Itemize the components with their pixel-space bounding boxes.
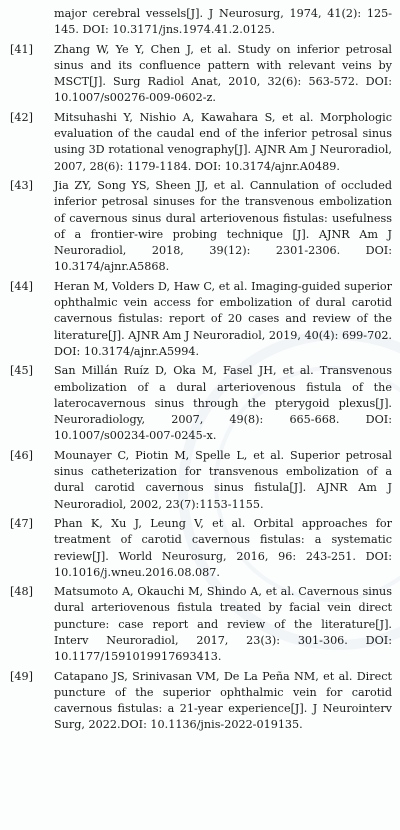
reference-text: Matsumoto A, Okauchi M, Shindo A, et al. Cavernous sinus dural arteriovenous fistula treated by facial vein direct puncture: case report and review of the literature[J]. Interv Neuroradiol, 2017, 23(3): 301-306. DOI: 10.1177/1591019917693413.: [54, 585, 392, 664]
reference-42: [10, 110, 392, 175]
reference-number: [41]: [10, 42, 33, 56]
reference-49: [10, 669, 392, 734]
reference-number: [45]: [10, 364, 33, 378]
reference-48: [10, 584, 392, 665]
reference-text: Heran M, Volders D, Haw C, et al. Imaging-guided superior ophthalmic vein access for embolization of dural carotid cavernous fistulas: report of 20 cases and review of the literature[J]. AJNR Am J Neuroradiol, 2019, 40(4): 699-702. DOI: 10.3174/ajnr.A5994.: [54, 279, 392, 358]
reference-number: [48]: [10, 585, 33, 599]
reference-text: Mounayer C, Piotin M, Spelle L, et al. Superior petrosal sinus catheterization for transvenous embolization of a dural carotid cavernous sinus fistula[J]. AJNR Am J Neuroradiol, 2002, 23(7):1153-1155.: [54, 448, 392, 511]
reference-number: [46]: [10, 448, 33, 462]
reference-41: [10, 42, 392, 107]
reference-text: Zhang W, Ye Y, Chen J, et al. Study on inferior petrosal sinus and its confluence pattern with relevant veins by MSCT[J]. Surg Radiol Anat, 2010, 32(6): 563-572. DOI: 10.1007/s00276-009-0602-z.: [54, 42, 392, 105]
reference-text: Jia ZY, Song YS, Sheen JJ, et al. Cannulation of occluded inferior petrosal sinuses for the transvenous embolization of cavernous sinus dural arteriovenous fistulas: usefulness of a frontier-wire probing technique [J]. AJNR Am J Neuroradiol, 2018, 39(12): 2301-2306. DOI: 10.3174/ajnr.A5868.: [54, 178, 392, 274]
reference-text: Catapano JS, Srinivasan VM, De La Peña NM, et al. Direct puncture of the superior ophthalmic vein for carotid cavernous fistulas: a 21-year experience[J]. J Neurointerv Surg, 2022.DOI: 10.1136/jnis-2022-019135.: [54, 669, 392, 732]
reference-44: [10, 279, 392, 360]
reference-text: Phan K, Xu J, Leung V, et al. Orbital approaches for treatment of carotid cavernous fistulas: a systematic review[J]. World Neurosurg, 2016, 96: 243-251. DOI: 10.1016/j.wneu.2016.08.087.: [54, 516, 392, 579]
reference-46: [10, 448, 392, 513]
reference-43: [10, 178, 392, 276]
reference-text: San Millán Ruíz D, Oka M, Fasel JH, et al. Transvenous embolization of a dural arteriovenous fistula of the laterocavernous sinus through the pterygoid plexus[J]. Neuroradiology, 2007, 49(8): 665-668. DOI: 10.1007/s00234-007-0245-x.: [54, 364, 392, 443]
reference-text: major cerebral vessels[J]. J Neurosurg, 1974, 41(2): 125-145. DOI: 10.3171/jns.1974.41.2.0125.: [54, 7, 392, 37]
reference-number: [42]: [10, 110, 33, 124]
reference-45: [10, 363, 392, 444]
reference-number: [44]: [10, 279, 33, 293]
reference-continued: [10, 6, 392, 39]
reference-list: [10, 6, 392, 734]
reference-number: [49]: [10, 669, 33, 683]
reference-text: Mitsuhashi Y, Nishio A, Kawahara S, et al. Morphologic evaluation of the caudal end of the inferior petrosal sinus using 3D rotational venography[J]. AJNR Am J Neuroradiol, 2007, 28(6): 1179-1184. DOI: 10.3174/ajnr.A0489.: [54, 110, 392, 173]
reference-number: [47]: [10, 516, 33, 530]
reference-number: [43]: [10, 178, 33, 192]
reference-47: [10, 516, 392, 581]
